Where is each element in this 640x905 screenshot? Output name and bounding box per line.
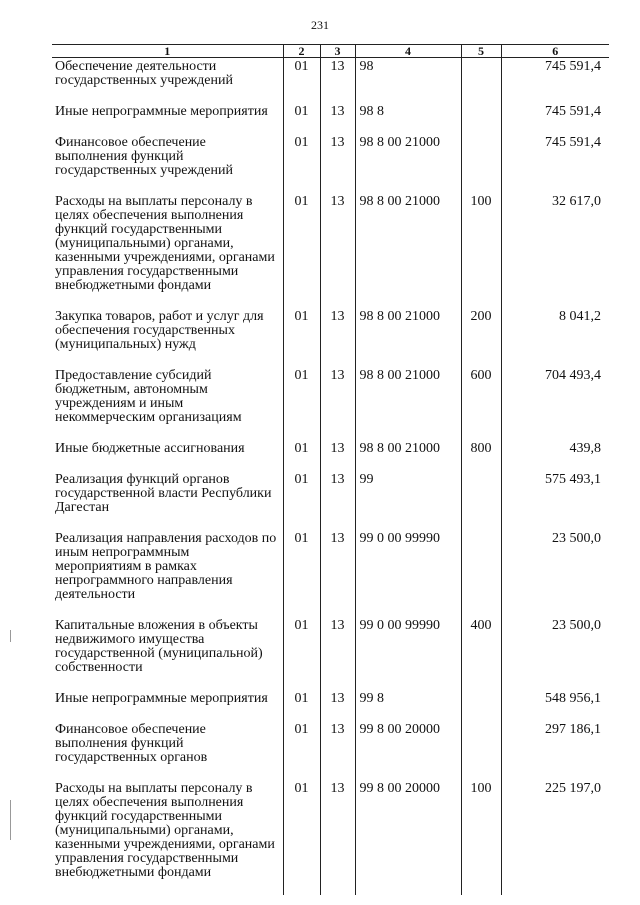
row-amount: 745 591,4 [501, 58, 609, 104]
row-section: 01 [283, 690, 320, 721]
row-amount: 32 617,0 [501, 193, 609, 308]
row-amount: 548 956,1 [501, 690, 609, 721]
row-name: Иные непрограммные мероприятия [52, 103, 283, 134]
row-expense-type [461, 58, 501, 104]
row-subsection: 13 [320, 58, 355, 104]
row-subsection: 13 [320, 530, 355, 617]
row-subsection: 13 [320, 721, 355, 780]
row-target-article: 99 0 00 99990 [355, 617, 461, 690]
row-subsection: 13 [320, 134, 355, 193]
table-row [52, 617, 609, 690]
table-row [52, 103, 609, 134]
row-subsection: 13 [320, 471, 355, 530]
row-expense-type [461, 103, 501, 134]
table-row [52, 471, 609, 530]
row-expense-type [461, 134, 501, 193]
row-section: 01 [283, 471, 320, 530]
row-target-article: 98 8 00 21000 [355, 134, 461, 193]
row-section: 01 [283, 530, 320, 617]
row-target-article: 99 8 [355, 690, 461, 721]
row-expense-type: 100 [461, 780, 501, 895]
row-section: 01 [283, 134, 320, 193]
row-section: 01 [283, 308, 320, 367]
row-amount: 297 186,1 [501, 721, 609, 780]
table-row [52, 721, 609, 780]
margin-mark [10, 800, 11, 840]
row-name: Финансовое обеспечение выполнения функций государственных органов [52, 721, 283, 780]
row-subsection: 13 [320, 440, 355, 471]
table-row [52, 780, 609, 895]
row-amount: 745 591,4 [501, 103, 609, 134]
column-header-target-article: 4 [355, 45, 461, 58]
row-target-article: 98 8 00 21000 [355, 367, 461, 440]
table-row [52, 367, 609, 440]
row-target-article: 99 [355, 471, 461, 530]
row-name: Иные бюджетные ассигнования [52, 440, 283, 471]
page-number: 231 [311, 18, 329, 32]
row-expense-type [461, 471, 501, 530]
row-name: Иные непрограммные мероприятия [52, 690, 283, 721]
header-row [52, 45, 609, 58]
row-target-article: 99 0 00 99990 [355, 530, 461, 617]
table-row [52, 193, 609, 308]
row-expense-type: 200 [461, 308, 501, 367]
margin-mark [10, 630, 11, 642]
row-name: Реализация направления расходов по иным непрограммным мероприятиям в рамках непрограммного направления деятельности [52, 530, 283, 617]
row-expense-type [461, 530, 501, 617]
table-row [52, 134, 609, 193]
table-row [52, 58, 609, 104]
row-amount: 23 500,0 [501, 530, 609, 617]
row-expense-type: 100 [461, 193, 501, 308]
row-subsection: 13 [320, 780, 355, 895]
row-amount: 8 041,2 [501, 308, 609, 367]
row-subsection: 13 [320, 367, 355, 440]
row-section: 01 [283, 103, 320, 134]
table-row [52, 530, 609, 617]
row-amount: 225 197,0 [501, 780, 609, 895]
row-subsection: 13 [320, 690, 355, 721]
row-name: Предоставление субсидий бюджетным, автономным учреждениям и иным некоммерческим организациям [52, 367, 283, 440]
table-row [52, 308, 609, 367]
row-target-article: 99 8 00 20000 [355, 721, 461, 780]
row-section: 01 [283, 58, 320, 104]
row-expense-type: 600 [461, 367, 501, 440]
row-expense-type [461, 690, 501, 721]
row-amount: 704 493,4 [501, 367, 609, 440]
row-subsection: 13 [320, 617, 355, 690]
row-section: 01 [283, 440, 320, 471]
column-header-amount: 6 [501, 45, 609, 58]
column-header-subsection: 3 [320, 45, 355, 58]
row-section: 01 [283, 780, 320, 895]
row-name: Обеспечение деятельности государственных учреждений [52, 58, 283, 104]
table-row [52, 440, 609, 471]
row-section: 01 [283, 617, 320, 690]
table-row [52, 690, 609, 721]
row-target-article: 98 [355, 58, 461, 104]
row-target-article: 98 8 00 21000 [355, 308, 461, 367]
budget-table [52, 44, 609, 895]
row-amount: 439,8 [501, 440, 609, 471]
row-expense-type [461, 721, 501, 780]
row-subsection: 13 [320, 103, 355, 134]
row-amount: 745 591,4 [501, 134, 609, 193]
row-section: 01 [283, 193, 320, 308]
row-amount: 23 500,0 [501, 617, 609, 690]
row-target-article: 99 8 00 20000 [355, 780, 461, 895]
row-subsection: 13 [320, 308, 355, 367]
column-header-expense-type: 5 [461, 45, 501, 58]
row-name: Расходы на выплаты персоналу в целях обеспечения выполнения функций государственными (муниципальными) органами, казенными учреждениями, органами управления государственными внебюджетными фондами [52, 780, 283, 895]
row-name: Финансовое обеспечение выполнения функций государственных учреждений [52, 134, 283, 193]
row-name: Закупка товаров, работ и услуг для обеспечения государственных (муниципальных) нужд [52, 308, 283, 367]
row-expense-type: 800 [461, 440, 501, 471]
row-expense-type: 400 [461, 617, 501, 690]
row-target-article: 98 8 00 21000 [355, 193, 461, 308]
row-section: 01 [283, 721, 320, 780]
row-target-article: 98 8 [355, 103, 461, 134]
row-subsection: 13 [320, 193, 355, 308]
row-section: 01 [283, 367, 320, 440]
column-header-name: 1 [52, 45, 283, 58]
row-name: Расходы на выплаты персоналу в целях обеспечения выполнения функций государственными (муниципальными) органами, казенными учреждениями, органами управления государственными внебюджетными фондами [52, 193, 283, 308]
row-amount: 575 493,1 [501, 471, 609, 530]
column-header-section: 2 [283, 45, 320, 58]
row-target-article: 98 8 00 21000 [355, 440, 461, 471]
row-name: Реализация функций органов государственной власти Республики Дагестан [52, 471, 283, 530]
row-name: Капитальные вложения в объекты недвижимого имущества государственной (муниципальной) собственности [52, 617, 283, 690]
